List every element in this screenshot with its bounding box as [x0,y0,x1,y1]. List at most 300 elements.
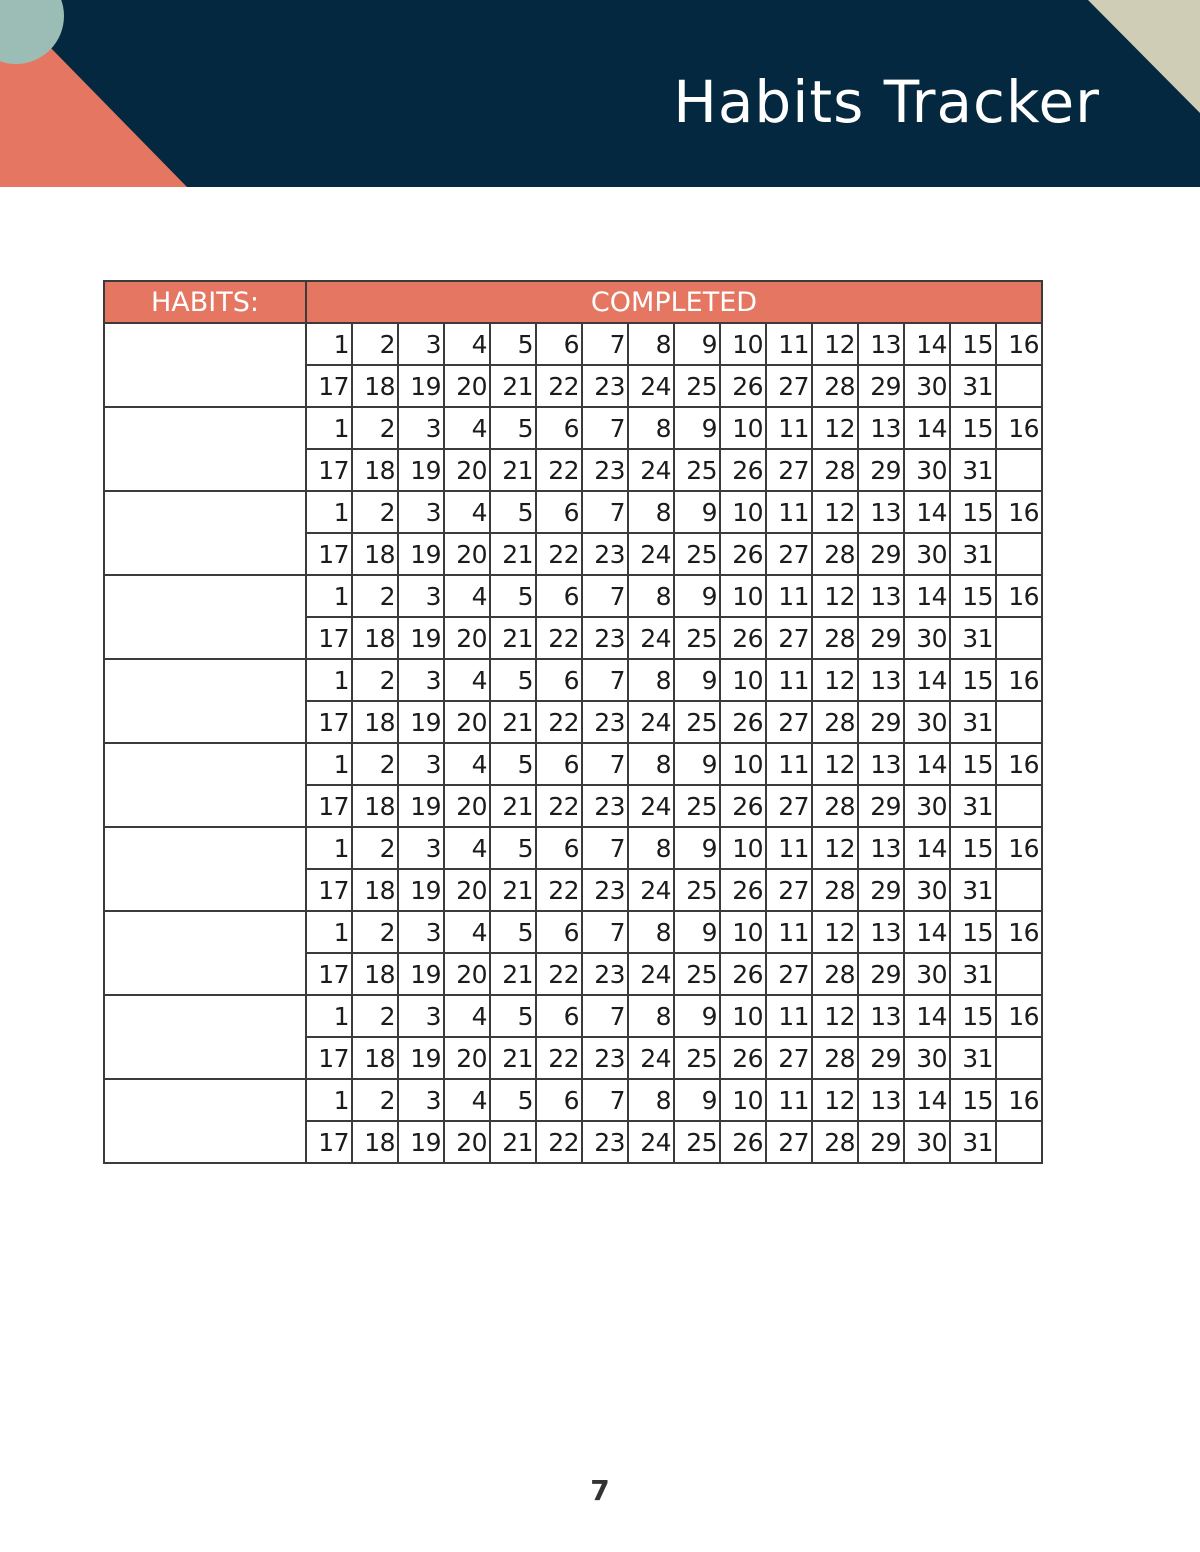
day-cell[interactable]: 12 [812,407,858,449]
day-cell[interactable]: 4 [444,1079,490,1121]
day-cell[interactable]: 16 [996,491,1042,533]
day-cell[interactable]: 5 [490,323,536,365]
day-cell[interactable]: 10 [720,995,766,1037]
day-cell[interactable]: 21 [490,701,536,743]
day-cell[interactable]: 19 [398,785,444,827]
day-cell[interactable]: 6 [536,407,582,449]
day-cell[interactable]: 31 [950,1037,996,1079]
day-cell[interactable]: 15 [950,743,996,785]
day-cell[interactable]: 29 [858,785,904,827]
day-cell[interactable]: 9 [674,743,720,785]
day-cell[interactable]: 18 [352,1037,398,1079]
day-cell[interactable]: 10 [720,827,766,869]
day-cell[interactable]: 18 [352,869,398,911]
day-cell[interactable]: 1 [306,491,352,533]
day-cell[interactable]: 21 [490,365,536,407]
day-cell[interactable]: 19 [398,1121,444,1163]
day-cell[interactable]: 3 [398,911,444,953]
day-cell[interactable]: 3 [398,1079,444,1121]
day-cell[interactable]: 17 [306,365,352,407]
day-cell[interactable]: 25 [674,701,720,743]
day-cell[interactable]: 29 [858,533,904,575]
day-cell[interactable]: 30 [904,1037,950,1079]
day-cell[interactable]: 7 [582,743,628,785]
day-cell[interactable]: 1 [306,659,352,701]
day-cell[interactable]: 2 [352,827,398,869]
day-cell[interactable]: 26 [720,1121,766,1163]
day-cell[interactable]: 16 [996,407,1042,449]
day-cell[interactable]: 12 [812,995,858,1037]
day-cell[interactable]: 6 [536,1079,582,1121]
day-cell[interactable]: 29 [858,1037,904,1079]
day-cell[interactable]: 31 [950,953,996,995]
habit-name-cell[interactable] [104,407,306,491]
day-cell[interactable]: 16 [996,827,1042,869]
day-cell[interactable] [996,365,1042,407]
day-cell[interactable]: 11 [766,323,812,365]
day-cell[interactable]: 25 [674,869,720,911]
day-cell[interactable]: 14 [904,1079,950,1121]
day-cell[interactable]: 26 [720,1037,766,1079]
day-cell[interactable]: 12 [812,743,858,785]
day-cell[interactable] [996,1121,1042,1163]
day-cell[interactable]: 22 [536,1121,582,1163]
day-cell[interactable]: 31 [950,869,996,911]
day-cell[interactable]: 10 [720,911,766,953]
day-cell[interactable]: 31 [950,785,996,827]
day-cell[interactable]: 21 [490,1121,536,1163]
day-cell[interactable]: 7 [582,575,628,617]
day-cell[interactable]: 9 [674,911,720,953]
habit-name-cell[interactable] [104,491,306,575]
day-cell[interactable]: 9 [674,323,720,365]
day-cell[interactable]: 23 [582,701,628,743]
day-cell[interactable]: 27 [766,449,812,491]
day-cell[interactable]: 28 [812,785,858,827]
day-cell[interactable]: 29 [858,617,904,659]
day-cell[interactable]: 23 [582,1037,628,1079]
day-cell[interactable]: 14 [904,575,950,617]
day-cell[interactable]: 24 [628,785,674,827]
day-cell[interactable]: 17 [306,449,352,491]
day-cell[interactable]: 15 [950,575,996,617]
day-cell[interactable]: 9 [674,659,720,701]
day-cell[interactable]: 2 [352,911,398,953]
day-cell[interactable]: 24 [628,1121,674,1163]
day-cell[interactable] [996,449,1042,491]
day-cell[interactable]: 24 [628,533,674,575]
habit-name-cell[interactable] [104,323,306,407]
day-cell[interactable]: 23 [582,869,628,911]
day-cell[interactable]: 16 [996,575,1042,617]
day-cell[interactable]: 8 [628,995,674,1037]
day-cell[interactable]: 13 [858,743,904,785]
day-cell[interactable]: 26 [720,785,766,827]
day-cell[interactable]: 18 [352,533,398,575]
day-cell[interactable]: 18 [352,365,398,407]
day-cell[interactable]: 12 [812,911,858,953]
day-cell[interactable]: 20 [444,449,490,491]
day-cell[interactable]: 12 [812,659,858,701]
day-cell[interactable]: 9 [674,1079,720,1121]
day-cell[interactable]: 31 [950,617,996,659]
day-cell[interactable]: 28 [812,953,858,995]
day-cell[interactable]: 22 [536,449,582,491]
day-cell[interactable]: 5 [490,827,536,869]
day-cell[interactable]: 23 [582,533,628,575]
day-cell[interactable]: 10 [720,575,766,617]
day-cell[interactable]: 6 [536,659,582,701]
day-cell[interactable] [996,953,1042,995]
day-cell[interactable]: 30 [904,785,950,827]
day-cell[interactable]: 13 [858,407,904,449]
day-cell[interactable]: 5 [490,995,536,1037]
day-cell[interactable]: 22 [536,869,582,911]
day-cell[interactable]: 31 [950,701,996,743]
day-cell[interactable]: 2 [352,743,398,785]
day-cell[interactable]: 9 [674,995,720,1037]
day-cell[interactable]: 27 [766,617,812,659]
day-cell[interactable]: 28 [812,365,858,407]
day-cell[interactable]: 9 [674,491,720,533]
day-cell[interactable]: 13 [858,827,904,869]
day-cell[interactable]: 1 [306,407,352,449]
day-cell[interactable]: 9 [674,827,720,869]
day-cell[interactable]: 10 [720,1079,766,1121]
day-cell[interactable]: 4 [444,827,490,869]
day-cell[interactable]: 23 [582,785,628,827]
day-cell[interactable]: 4 [444,575,490,617]
day-cell[interactable]: 21 [490,785,536,827]
day-cell[interactable]: 22 [536,533,582,575]
day-cell[interactable]: 14 [904,407,950,449]
day-cell[interactable]: 4 [444,659,490,701]
day-cell[interactable]: 22 [536,953,582,995]
day-cell[interactable]: 3 [398,827,444,869]
day-cell[interactable]: 25 [674,1037,720,1079]
day-cell[interactable]: 21 [490,617,536,659]
day-cell[interactable]: 7 [582,491,628,533]
day-cell[interactable]: 25 [674,785,720,827]
day-cell[interactable]: 4 [444,743,490,785]
day-cell[interactable]: 3 [398,575,444,617]
day-cell[interactable]: 15 [950,1079,996,1121]
day-cell[interactable]: 1 [306,575,352,617]
day-cell[interactable]: 22 [536,617,582,659]
day-cell[interactable]: 7 [582,911,628,953]
day-cell[interactable]: 20 [444,701,490,743]
day-cell[interactable]: 20 [444,617,490,659]
day-cell[interactable]: 5 [490,407,536,449]
day-cell[interactable]: 18 [352,701,398,743]
day-cell[interactable]: 6 [536,491,582,533]
day-cell[interactable]: 21 [490,533,536,575]
day-cell[interactable]: 20 [444,1037,490,1079]
day-cell[interactable]: 24 [628,617,674,659]
day-cell[interactable]: 7 [582,827,628,869]
habit-name-cell[interactable] [104,1079,306,1163]
day-cell[interactable]: 19 [398,701,444,743]
day-cell[interactable]: 8 [628,659,674,701]
day-cell[interactable]: 23 [582,953,628,995]
day-cell[interactable]: 9 [674,407,720,449]
day-cell[interactable]: 10 [720,323,766,365]
day-cell[interactable]: 31 [950,533,996,575]
day-cell[interactable]: 11 [766,659,812,701]
day-cell[interactable]: 17 [306,785,352,827]
day-cell[interactable]: 2 [352,491,398,533]
day-cell[interactable] [996,1037,1042,1079]
day-cell[interactable]: 6 [536,827,582,869]
day-cell[interactable]: 27 [766,533,812,575]
day-cell[interactable]: 28 [812,1121,858,1163]
habit-name-cell[interactable] [104,911,306,995]
day-cell[interactable]: 6 [536,911,582,953]
day-cell[interactable]: 2 [352,1079,398,1121]
day-cell[interactable]: 17 [306,617,352,659]
day-cell[interactable]: 28 [812,701,858,743]
day-cell[interactable]: 22 [536,701,582,743]
day-cell[interactable]: 4 [444,407,490,449]
day-cell[interactable]: 25 [674,365,720,407]
day-cell[interactable]: 20 [444,1121,490,1163]
day-cell[interactable]: 1 [306,995,352,1037]
day-cell[interactable]: 26 [720,365,766,407]
day-cell[interactable]: 11 [766,743,812,785]
day-cell[interactable]: 19 [398,449,444,491]
day-cell[interactable]: 14 [904,491,950,533]
day-cell[interactable]: 10 [720,743,766,785]
day-cell[interactable]: 23 [582,365,628,407]
day-cell[interactable]: 15 [950,659,996,701]
day-cell[interactable]: 14 [904,911,950,953]
day-cell[interactable]: 5 [490,1079,536,1121]
day-cell[interactable]: 25 [674,953,720,995]
day-cell[interactable]: 8 [628,911,674,953]
day-cell[interactable]: 27 [766,365,812,407]
day-cell[interactable]: 19 [398,953,444,995]
day-cell[interactable]: 3 [398,407,444,449]
habit-name-cell[interactable] [104,827,306,911]
day-cell[interactable]: 25 [674,617,720,659]
day-cell[interactable]: 16 [996,995,1042,1037]
day-cell[interactable]: 16 [996,659,1042,701]
day-cell[interactable]: 25 [674,533,720,575]
day-cell[interactable]: 14 [904,659,950,701]
day-cell[interactable]: 7 [582,659,628,701]
day-cell[interactable]: 13 [858,1079,904,1121]
day-cell[interactable]: 3 [398,995,444,1037]
day-cell[interactable]: 5 [490,743,536,785]
day-cell[interactable]: 14 [904,743,950,785]
day-cell[interactable]: 20 [444,533,490,575]
day-cell[interactable]: 14 [904,827,950,869]
day-cell[interactable]: 13 [858,659,904,701]
day-cell[interactable]: 24 [628,1037,674,1079]
day-cell[interactable]: 30 [904,1121,950,1163]
day-cell[interactable]: 14 [904,995,950,1037]
day-cell[interactable]: 3 [398,323,444,365]
day-cell[interactable]: 1 [306,1079,352,1121]
day-cell[interactable]: 20 [444,785,490,827]
day-cell[interactable]: 23 [582,449,628,491]
day-cell[interactable]: 30 [904,617,950,659]
day-cell[interactable]: 18 [352,617,398,659]
day-cell[interactable]: 1 [306,323,352,365]
day-cell[interactable]: 24 [628,869,674,911]
day-cell[interactable]: 31 [950,365,996,407]
day-cell[interactable]: 27 [766,785,812,827]
day-cell[interactable]: 7 [582,323,628,365]
day-cell[interactable]: 4 [444,995,490,1037]
day-cell[interactable]: 2 [352,407,398,449]
day-cell[interactable]: 10 [720,491,766,533]
day-cell[interactable]: 2 [352,995,398,1037]
day-cell[interactable]: 13 [858,995,904,1037]
habit-name-cell[interactable] [104,659,306,743]
day-cell[interactable]: 6 [536,995,582,1037]
day-cell[interactable]: 11 [766,911,812,953]
day-cell[interactable]: 19 [398,869,444,911]
day-cell[interactable]: 3 [398,743,444,785]
day-cell[interactable]: 13 [858,575,904,617]
day-cell[interactable]: 25 [674,449,720,491]
day-cell[interactable]: 11 [766,1079,812,1121]
day-cell[interactable]: 18 [352,1121,398,1163]
day-cell[interactable]: 31 [950,1121,996,1163]
day-cell[interactable]: 4 [444,911,490,953]
day-cell[interactable]: 7 [582,407,628,449]
day-cell[interactable] [996,701,1042,743]
day-cell[interactable]: 18 [352,953,398,995]
day-cell[interactable]: 18 [352,785,398,827]
day-cell[interactable]: 11 [766,491,812,533]
day-cell[interactable]: 6 [536,743,582,785]
day-cell[interactable]: 15 [950,491,996,533]
day-cell[interactable]: 15 [950,407,996,449]
day-cell[interactable]: 17 [306,701,352,743]
day-cell[interactable]: 26 [720,869,766,911]
day-cell[interactable]: 12 [812,827,858,869]
day-cell[interactable]: 24 [628,701,674,743]
day-cell[interactable]: 1 [306,827,352,869]
habit-name-cell[interactable] [104,995,306,1079]
day-cell[interactable]: 29 [858,449,904,491]
day-cell[interactable]: 28 [812,869,858,911]
day-cell[interactable]: 5 [490,659,536,701]
day-cell[interactable]: 22 [536,365,582,407]
day-cell[interactable]: 8 [628,1079,674,1121]
day-cell[interactable]: 16 [996,1079,1042,1121]
day-cell[interactable]: 12 [812,575,858,617]
day-cell[interactable]: 29 [858,953,904,995]
day-cell[interactable]: 17 [306,1037,352,1079]
day-cell[interactable]: 30 [904,365,950,407]
day-cell[interactable]: 19 [398,533,444,575]
day-cell[interactable]: 27 [766,701,812,743]
day-cell[interactable]: 24 [628,449,674,491]
day-cell[interactable]: 8 [628,743,674,785]
day-cell[interactable]: 4 [444,323,490,365]
day-cell[interactable]: 26 [720,449,766,491]
day-cell[interactable]: 17 [306,1121,352,1163]
day-cell[interactable]: 4 [444,491,490,533]
day-cell[interactable]: 26 [720,617,766,659]
day-cell[interactable]: 21 [490,449,536,491]
day-cell[interactable]: 15 [950,323,996,365]
day-cell[interactable]: 26 [720,953,766,995]
day-cell[interactable]: 3 [398,659,444,701]
day-cell[interactable]: 30 [904,953,950,995]
day-cell[interactable]: 16 [996,911,1042,953]
day-cell[interactable]: 25 [674,1121,720,1163]
day-cell[interactable]: 20 [444,365,490,407]
day-cell[interactable]: 20 [444,953,490,995]
day-cell[interactable]: 30 [904,701,950,743]
day-cell[interactable] [996,533,1042,575]
day-cell[interactable]: 27 [766,953,812,995]
day-cell[interactable]: 21 [490,869,536,911]
day-cell[interactable]: 31 [950,449,996,491]
day-cell[interactable]: 28 [812,617,858,659]
day-cell[interactable]: 15 [950,827,996,869]
day-cell[interactable]: 11 [766,407,812,449]
day-cell[interactable]: 29 [858,869,904,911]
day-cell[interactable]: 27 [766,1121,812,1163]
day-cell[interactable]: 24 [628,953,674,995]
day-cell[interactable]: 30 [904,869,950,911]
day-cell[interactable]: 19 [398,1037,444,1079]
day-cell[interactable]: 27 [766,869,812,911]
day-cell[interactable]: 1 [306,743,352,785]
day-cell[interactable]: 28 [812,1037,858,1079]
day-cell[interactable]: 29 [858,1121,904,1163]
day-cell[interactable]: 13 [858,911,904,953]
day-cell[interactable]: 14 [904,323,950,365]
day-cell[interactable]: 13 [858,491,904,533]
day-cell[interactable]: 3 [398,491,444,533]
day-cell[interactable]: 13 [858,323,904,365]
day-cell[interactable]: 12 [812,1079,858,1121]
day-cell[interactable]: 29 [858,365,904,407]
day-cell[interactable]: 19 [398,617,444,659]
day-cell[interactable]: 2 [352,323,398,365]
day-cell[interactable]: 28 [812,533,858,575]
day-cell[interactable]: 12 [812,323,858,365]
day-cell[interactable]: 28 [812,449,858,491]
day-cell[interactable]: 15 [950,911,996,953]
day-cell[interactable]: 19 [398,365,444,407]
day-cell[interactable]: 7 [582,1079,628,1121]
day-cell[interactable]: 30 [904,533,950,575]
day-cell[interactable]: 29 [858,701,904,743]
day-cell[interactable] [996,617,1042,659]
day-cell[interactable]: 5 [490,491,536,533]
day-cell[interactable]: 7 [582,995,628,1037]
day-cell[interactable]: 21 [490,953,536,995]
day-cell[interactable] [996,869,1042,911]
day-cell[interactable]: 30 [904,449,950,491]
day-cell[interactable]: 18 [352,449,398,491]
day-cell[interactable]: 21 [490,1037,536,1079]
day-cell[interactable]: 6 [536,575,582,617]
day-cell[interactable]: 23 [582,617,628,659]
day-cell[interactable]: 22 [536,785,582,827]
day-cell[interactable]: 12 [812,491,858,533]
day-cell[interactable]: 2 [352,659,398,701]
day-cell[interactable]: 16 [996,743,1042,785]
day-cell[interactable]: 17 [306,869,352,911]
